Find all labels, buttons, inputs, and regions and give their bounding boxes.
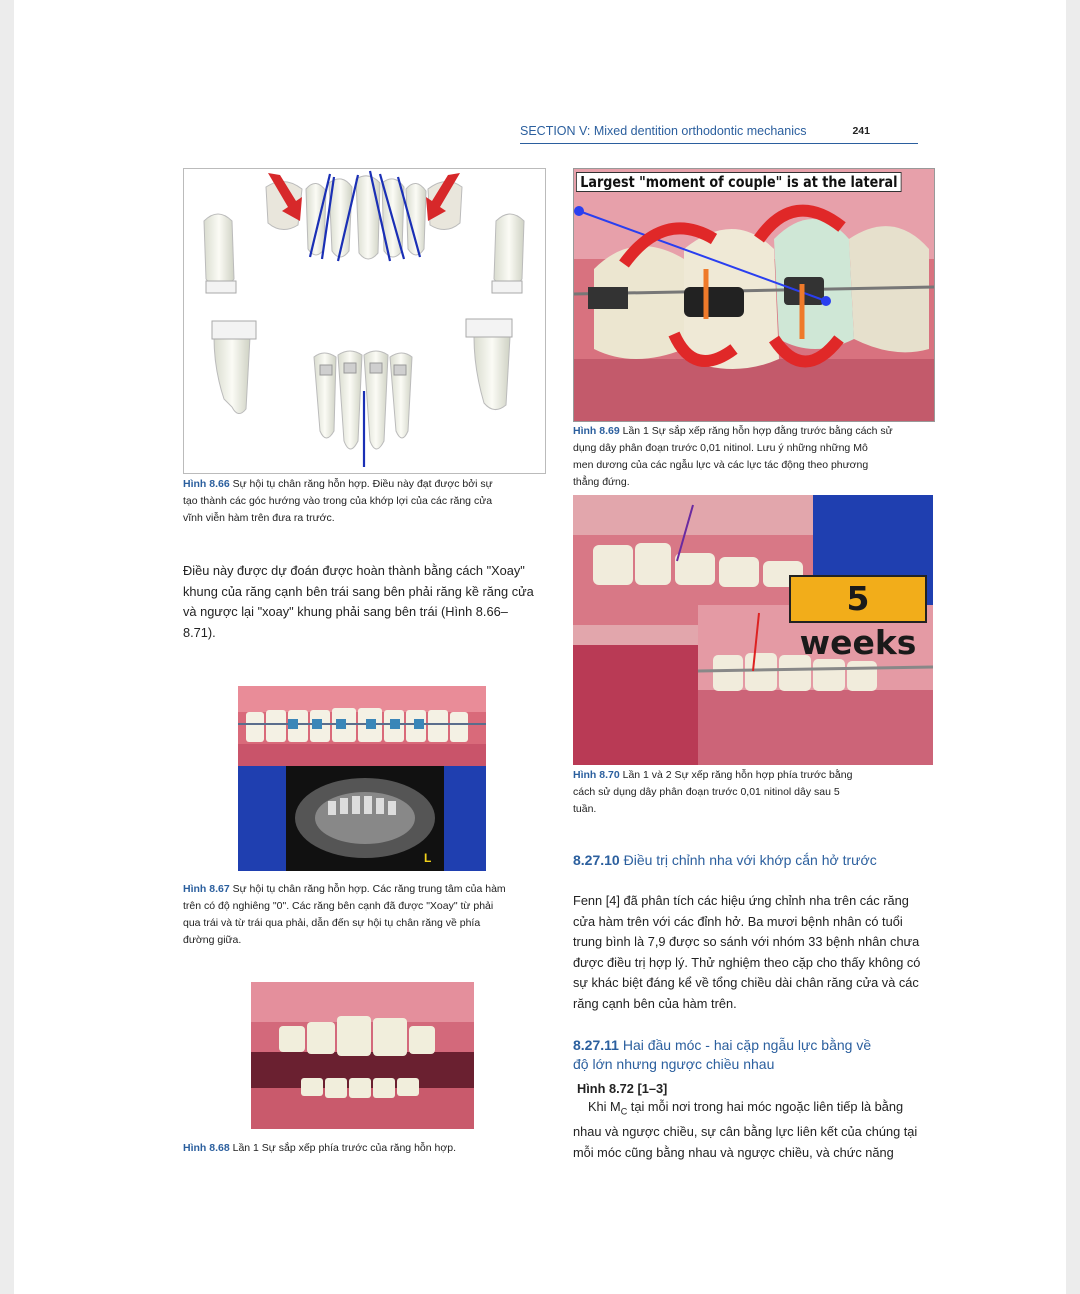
caption-line: thẳng đứng. xyxy=(573,476,630,488)
figure-8-69-caption xyxy=(573,423,933,491)
caption-line: vĩnh viễn hàm trên đưa ra trước. xyxy=(183,512,335,524)
section-title: Điều trị chỉnh nha với khớp cắn hở trước xyxy=(619,852,877,868)
text-run: Khi M xyxy=(588,1099,621,1114)
section-number: 8.27.10 xyxy=(573,852,620,868)
figure-label: Hình 8.69 xyxy=(573,425,620,437)
section-heading-8-27-10 xyxy=(573,851,933,870)
paragraph-line: được điều trị hợp lý. Thử nghiệm theo cặp cho thấy không có xyxy=(573,954,921,970)
left-paragraph xyxy=(183,561,547,643)
paragraph-line: nhau và ngược chiều, sự cân bằng lực liên kết của chúng tại xyxy=(573,1124,918,1140)
header-rule xyxy=(520,143,918,144)
caption-line: dụng dây phân đoạn trước 0,01 nitinol. Lưu ý những những Mô xyxy=(573,442,868,454)
paragraph-line: Fenn [4] đã phân tích các hiệu ứng chỉnh nha trên các răng xyxy=(573,893,909,908)
caption-line: Lần 1 và 2 Sự xếp răng hỗn hợp phía trước bằng xyxy=(619,769,853,781)
figure-8-70-overlay-label: 5 weeks xyxy=(789,575,927,623)
figure-8-69-image xyxy=(573,168,935,422)
caption-line: men dương của các ngẫu lực và các lực tác động theo phương xyxy=(573,459,869,471)
figure-label: Hình 8.66 xyxy=(183,478,230,490)
caption-line: Lần 1 Sự sắp xếp phía trước của răng hỗn hợp. xyxy=(229,1142,456,1154)
paragraph-line: sự khác biệt đáng kể về tổng chiều dài chân răng cửa và các xyxy=(573,975,919,990)
caption-line: Lần 1 Sự sắp xếp răng hỗn hợp đằng trước bằng cách sử xyxy=(619,425,893,437)
section-title: độ lớn nhưng ngược chiều nhau xyxy=(573,1056,775,1072)
figure-label: Hình 8.68 xyxy=(183,1142,230,1154)
caption-line: trên có độ nghiêng "0". Các răng bên cạnh đã được "Xoay" từ phải xyxy=(183,900,494,912)
paragraph-line: cửa hàm trên với các đỉnh hở. Ba mươi bệnh nhân có tuổi xyxy=(573,913,903,929)
header-title: SECTION V: Mixed dentition orthodontic mechanics xyxy=(520,124,807,138)
caption-line: cách sử dụng dây phân đoạn trước 0,01 nitinol dây sau 5 xyxy=(573,786,840,798)
figure-8-70-image xyxy=(573,495,933,765)
figure-label: Hình 8.70 xyxy=(573,769,620,781)
caption-line: Sự hội tụ chân răng hỗn hợp. Điều này đạt được bởi sự xyxy=(229,478,493,490)
paragraph-line: mỗi móc cũng bằng nhau và ngược chiều, và chức năng xyxy=(573,1144,894,1160)
figure-8-66-image xyxy=(183,168,546,474)
section-8-27-10-paragraph xyxy=(573,891,937,1014)
caption-line: đường giữa. xyxy=(183,934,242,946)
paragraph-line: 8.71). xyxy=(183,624,216,640)
figure-8-70-caption xyxy=(573,767,933,818)
xray-marker: L xyxy=(424,851,432,865)
section-number: 8.27.11 xyxy=(573,1037,619,1053)
subscript: C xyxy=(620,1106,628,1117)
caption-line: qua trái và từ trái qua phải, dẫn đến sự hội tụ chân răng về phía xyxy=(183,917,481,929)
figure-8-69-overlay-label: Largest "moment of couple" is at the lateral xyxy=(576,172,902,192)
text-run: tại mỗi nơi trong hai móc ngoặc liên tiếp là bằng xyxy=(627,1099,904,1114)
figure-reference: Hình 8.72 [1–3] xyxy=(577,1081,668,1096)
figure-8-67-caption xyxy=(183,881,548,949)
caption-line: tuần. xyxy=(573,803,597,815)
caption-line: Sự hội tụ chân răng hỗn hợp. Các răng trung tâm của hàm xyxy=(229,883,506,895)
paragraph-line: và ngược lại "xoay" khung phải sang bên trái (Hình 8.66– xyxy=(183,604,508,619)
figure-8-66-caption xyxy=(183,476,553,527)
paragraph-line: trung bình là 7,9 được so sánh với nhóm 33 bệnh nhân chưa xyxy=(573,934,920,949)
figure-8-68-caption xyxy=(183,1140,543,1157)
figure-label: Hình 8.67 xyxy=(183,883,230,895)
paragraph-line: Điều này được dự đoán được hoàn thành bằng cách "Xoay" xyxy=(183,563,525,578)
paragraph-line: khung của răng cạnh bên trái sang bên phải răng kề răng cửa xyxy=(183,583,534,599)
paragraph-line xyxy=(573,1097,937,1122)
running-header xyxy=(520,124,870,138)
section-heading-8-27-11 xyxy=(573,1036,933,1074)
paragraph-line: răng cạnh bên của hàm trên. xyxy=(573,995,737,1011)
section-8-27-11-paragraph xyxy=(573,1097,937,1163)
figure-8-67-image xyxy=(238,686,486,871)
section-title: Hai đầu móc - hai cặp ngẫu lực bằng về xyxy=(618,1037,872,1053)
page-number: 241 xyxy=(852,125,870,137)
caption-line: tạo thành các góc hướng vào trong của khớp lợi của các răng cửa xyxy=(183,495,493,507)
figure-8-68-image xyxy=(251,982,474,1129)
